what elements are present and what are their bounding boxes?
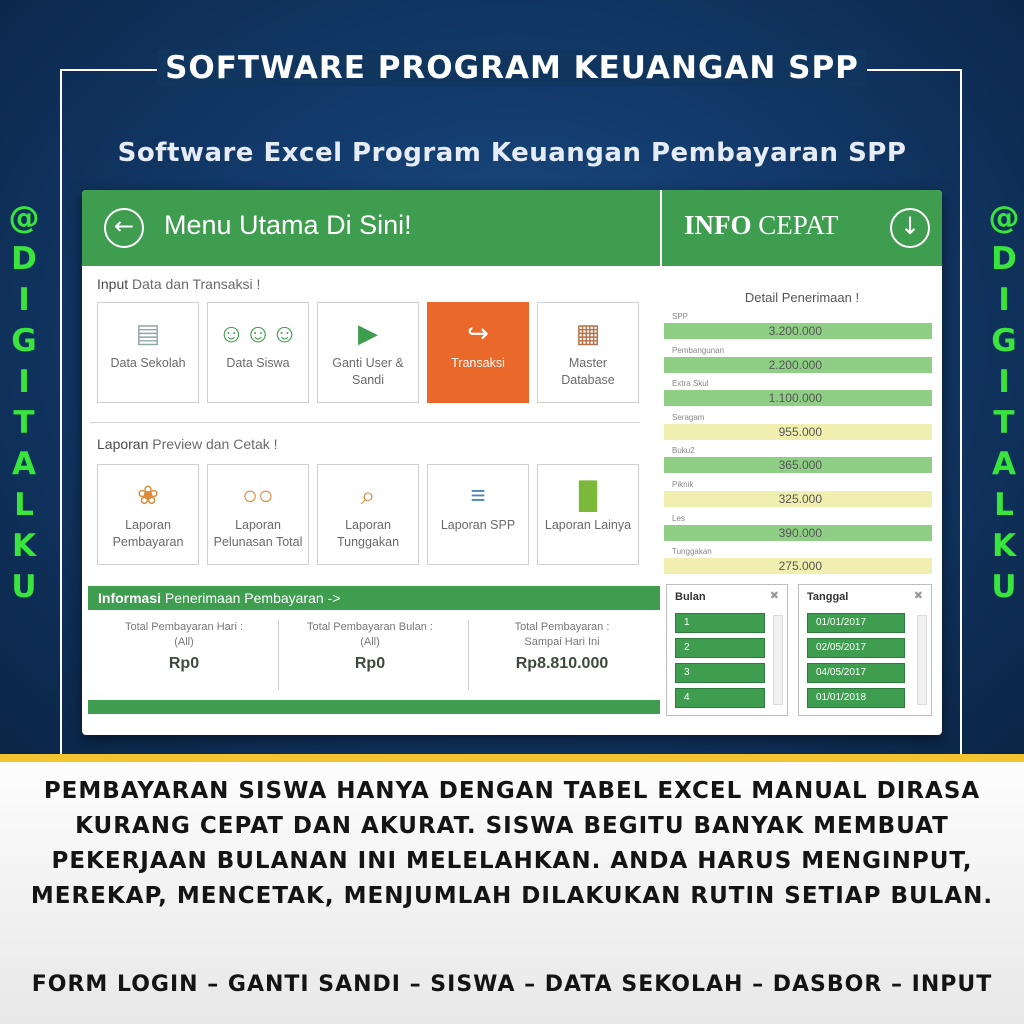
magnifier-icon: ⌕	[360, 480, 376, 510]
feature-list: FORM LOGIN – GANTI SANDI – SISWA – DATA SEKOLAH – DASBOR – INPUT	[31, 972, 993, 997]
tile-laporan-pelunasan-total[interactable]	[207, 464, 309, 565]
banner-title: SOFTWARE PROGRAM KEUANGAN SPP	[0, 50, 1024, 86]
side-letter: G	[11, 323, 37, 359]
stat-divider	[278, 620, 279, 690]
menu-header	[82, 190, 660, 266]
slicer-item[interactable]: 4	[675, 688, 765, 708]
side-letter: U	[991, 569, 1017, 605]
tile-data-siswa[interactable]	[207, 302, 309, 403]
stat-label: Total Pembayaran :	[514, 621, 610, 633]
side-letter: L	[14, 487, 34, 523]
detail-value: 365.000	[664, 457, 932, 473]
side-letter: @	[988, 200, 1020, 236]
side-letter: A	[12, 446, 36, 482]
tile-label: Laporan Lainya	[544, 518, 632, 532]
grid-icon: ▦	[575, 318, 601, 348]
side-letter: I	[18, 282, 30, 318]
stat-value: Rp8.810.000	[515, 655, 609, 672]
side-letter: I	[998, 282, 1010, 318]
filter-clear-icon[interactable]: ✖	[913, 589, 923, 602]
slicer-item[interactable]: 2	[675, 638, 765, 658]
stat-value: Rp0	[354, 655, 386, 672]
award-icon: ❀	[137, 480, 159, 510]
stat-divider	[468, 620, 469, 690]
tile-laporan-tunggakan[interactable]	[317, 464, 419, 565]
slicer-title: Bulan	[675, 591, 706, 603]
side-letter: K	[991, 528, 1017, 564]
banner-subtitle: Software Excel Program Keuangan Pembayaran SPP	[117, 138, 907, 168]
slicer-item[interactable]: 01/01/2018	[807, 688, 905, 708]
detail-value: 2.200.000	[664, 357, 932, 373]
stat-month	[280, 620, 460, 671]
detail-value: 955.000	[664, 424, 932, 440]
detail-label: Pembangunan	[672, 345, 725, 355]
stat-filter: Sampai Hari Ini	[524, 636, 600, 648]
tile-laporan-pembayaran[interactable]	[97, 464, 199, 565]
detail-label: Buku2	[672, 446, 695, 456]
info-header	[662, 190, 942, 266]
info-title: INFO CEPAT	[684, 210, 839, 240]
side-letter: I	[998, 364, 1010, 400]
side-letter: T	[13, 405, 35, 441]
down-arrow-icon[interactable]: ↓	[890, 208, 930, 248]
detail-label: SPP	[672, 312, 689, 321]
description-text: PEMBAYARAN SISWA HANYA DENGAN TABEL EXCEL MANUAL DIRASA KURANG CEPAT DAN AKURAT. SISWA BEGITU BANYAK MEMBUAT PEKERJAAN BULANAN INI MELELAHKAN. ANDA HARUS MENGINPUT, MEREKAP, MENCETAK, MENJUMLAH DILAKUKAN RUTIN SETIAP BULAN.	[30, 778, 994, 909]
detail-value: 3.200.000	[664, 323, 932, 339]
stat-today	[94, 620, 274, 671]
detail-label: Piknik	[672, 480, 694, 489]
slicer-bulan[interactable]	[666, 584, 788, 716]
students-icon: ☺☺☺	[218, 318, 298, 348]
detail-value: 325.000	[664, 491, 932, 507]
section-divider	[90, 422, 640, 423]
side-letter: U	[11, 569, 37, 605]
stat-filter: (All)	[360, 636, 380, 648]
tile-master-database[interactable]	[537, 302, 639, 403]
slicer-item[interactable]: 04/05/2017	[807, 663, 905, 683]
tile-laporan-lainya[interactable]	[537, 464, 639, 565]
tile-label: Master Database	[561, 356, 615, 387]
slicer-tanggal[interactable]	[798, 584, 932, 716]
tile-laporan-spp[interactable]	[427, 464, 529, 565]
side-letter: A	[992, 446, 1016, 482]
tile-label: Laporan Tunggakan	[336, 518, 400, 549]
tile-label: Laporan Pembayaran	[112, 518, 184, 549]
tile-label: Laporan Pelunasan Total	[213, 518, 303, 549]
detail-title: Detail Penerimaan !	[744, 290, 860, 305]
slicer-item[interactable]: 01/01/2017	[807, 613, 905, 633]
side-text-left	[4, 198, 44, 608]
slicer-item[interactable]: 02/05/2017	[807, 638, 905, 658]
side-letter: K	[11, 528, 37, 564]
accent-divider	[0, 754, 1024, 762]
side-letter: G	[991, 323, 1017, 359]
bar-chart-icon: ▐▌	[569, 480, 607, 510]
frame-right	[960, 69, 962, 759]
tile-ganti-user-sandi[interactable]	[317, 302, 419, 403]
tile-label: Laporan SPP	[440, 518, 516, 532]
side-letter: D	[11, 241, 37, 277]
info-bar: Informasi Penerimaan Pembayaran ->	[88, 586, 660, 610]
side-letter: T	[993, 405, 1015, 441]
input-section-label: Input Data dan Transaksi !	[97, 276, 261, 292]
tile-transaksi[interactable]	[427, 302, 529, 403]
detail-label: Seragam	[672, 412, 705, 422]
app-screenshot	[82, 190, 942, 735]
footer-bar	[88, 700, 660, 714]
stat-filter: (All)	[174, 636, 194, 648]
monitor-icon: ▶	[358, 318, 378, 348]
scrollbar[interactable]	[773, 615, 783, 705]
detail-label: Tunggakan	[672, 547, 712, 557]
slicer-title: Tanggal	[807, 591, 849, 603]
filter-clear-icon[interactable]: ✖	[769, 589, 779, 602]
glasses-icon: ○○	[242, 480, 274, 510]
stat-value: Rp0	[168, 655, 200, 672]
side-text-right	[984, 198, 1024, 608]
side-letter: L	[994, 487, 1014, 523]
report-section-label: Laporan Preview dan Cetak !	[97, 436, 278, 452]
side-letter: D	[991, 241, 1017, 277]
tile-label: Ganti User & Sandi	[332, 356, 404, 387]
slicer-item[interactable]: 1	[675, 613, 765, 633]
slicer-item[interactable]: 3	[675, 663, 765, 683]
stat-label: Total Pembayaran Bulan :	[307, 621, 433, 633]
school-icon: ▤	[135, 318, 161, 348]
scrollbar[interactable]	[917, 615, 927, 705]
detail-value: 275.000	[664, 558, 932, 574]
side-letter: @	[8, 200, 40, 236]
menu-title: Menu Utama Di Sini!	[164, 210, 412, 240]
books-icon: ≡	[470, 480, 486, 510]
detail-value: 1.100.000	[664, 390, 932, 406]
tile-label: Data Siswa	[226, 356, 290, 370]
share-arrow-icon: ↪	[467, 318, 489, 348]
tile-label: Transaksi	[451, 356, 505, 370]
detail-label: Extra Skul	[672, 379, 709, 389]
tile-label: Data Sekolah	[110, 356, 186, 370]
frame-left	[60, 69, 62, 759]
tile-data-sekolah[interactable]	[97, 302, 199, 403]
stat-label: Total Pembayaran Hari :	[125, 621, 243, 633]
side-letter: I	[18, 364, 30, 400]
back-arrow-icon[interactable]: ←	[104, 208, 144, 248]
detail-value: 390.000	[664, 525, 932, 541]
detail-label: Les	[672, 513, 685, 523]
stat-total	[472, 620, 652, 671]
